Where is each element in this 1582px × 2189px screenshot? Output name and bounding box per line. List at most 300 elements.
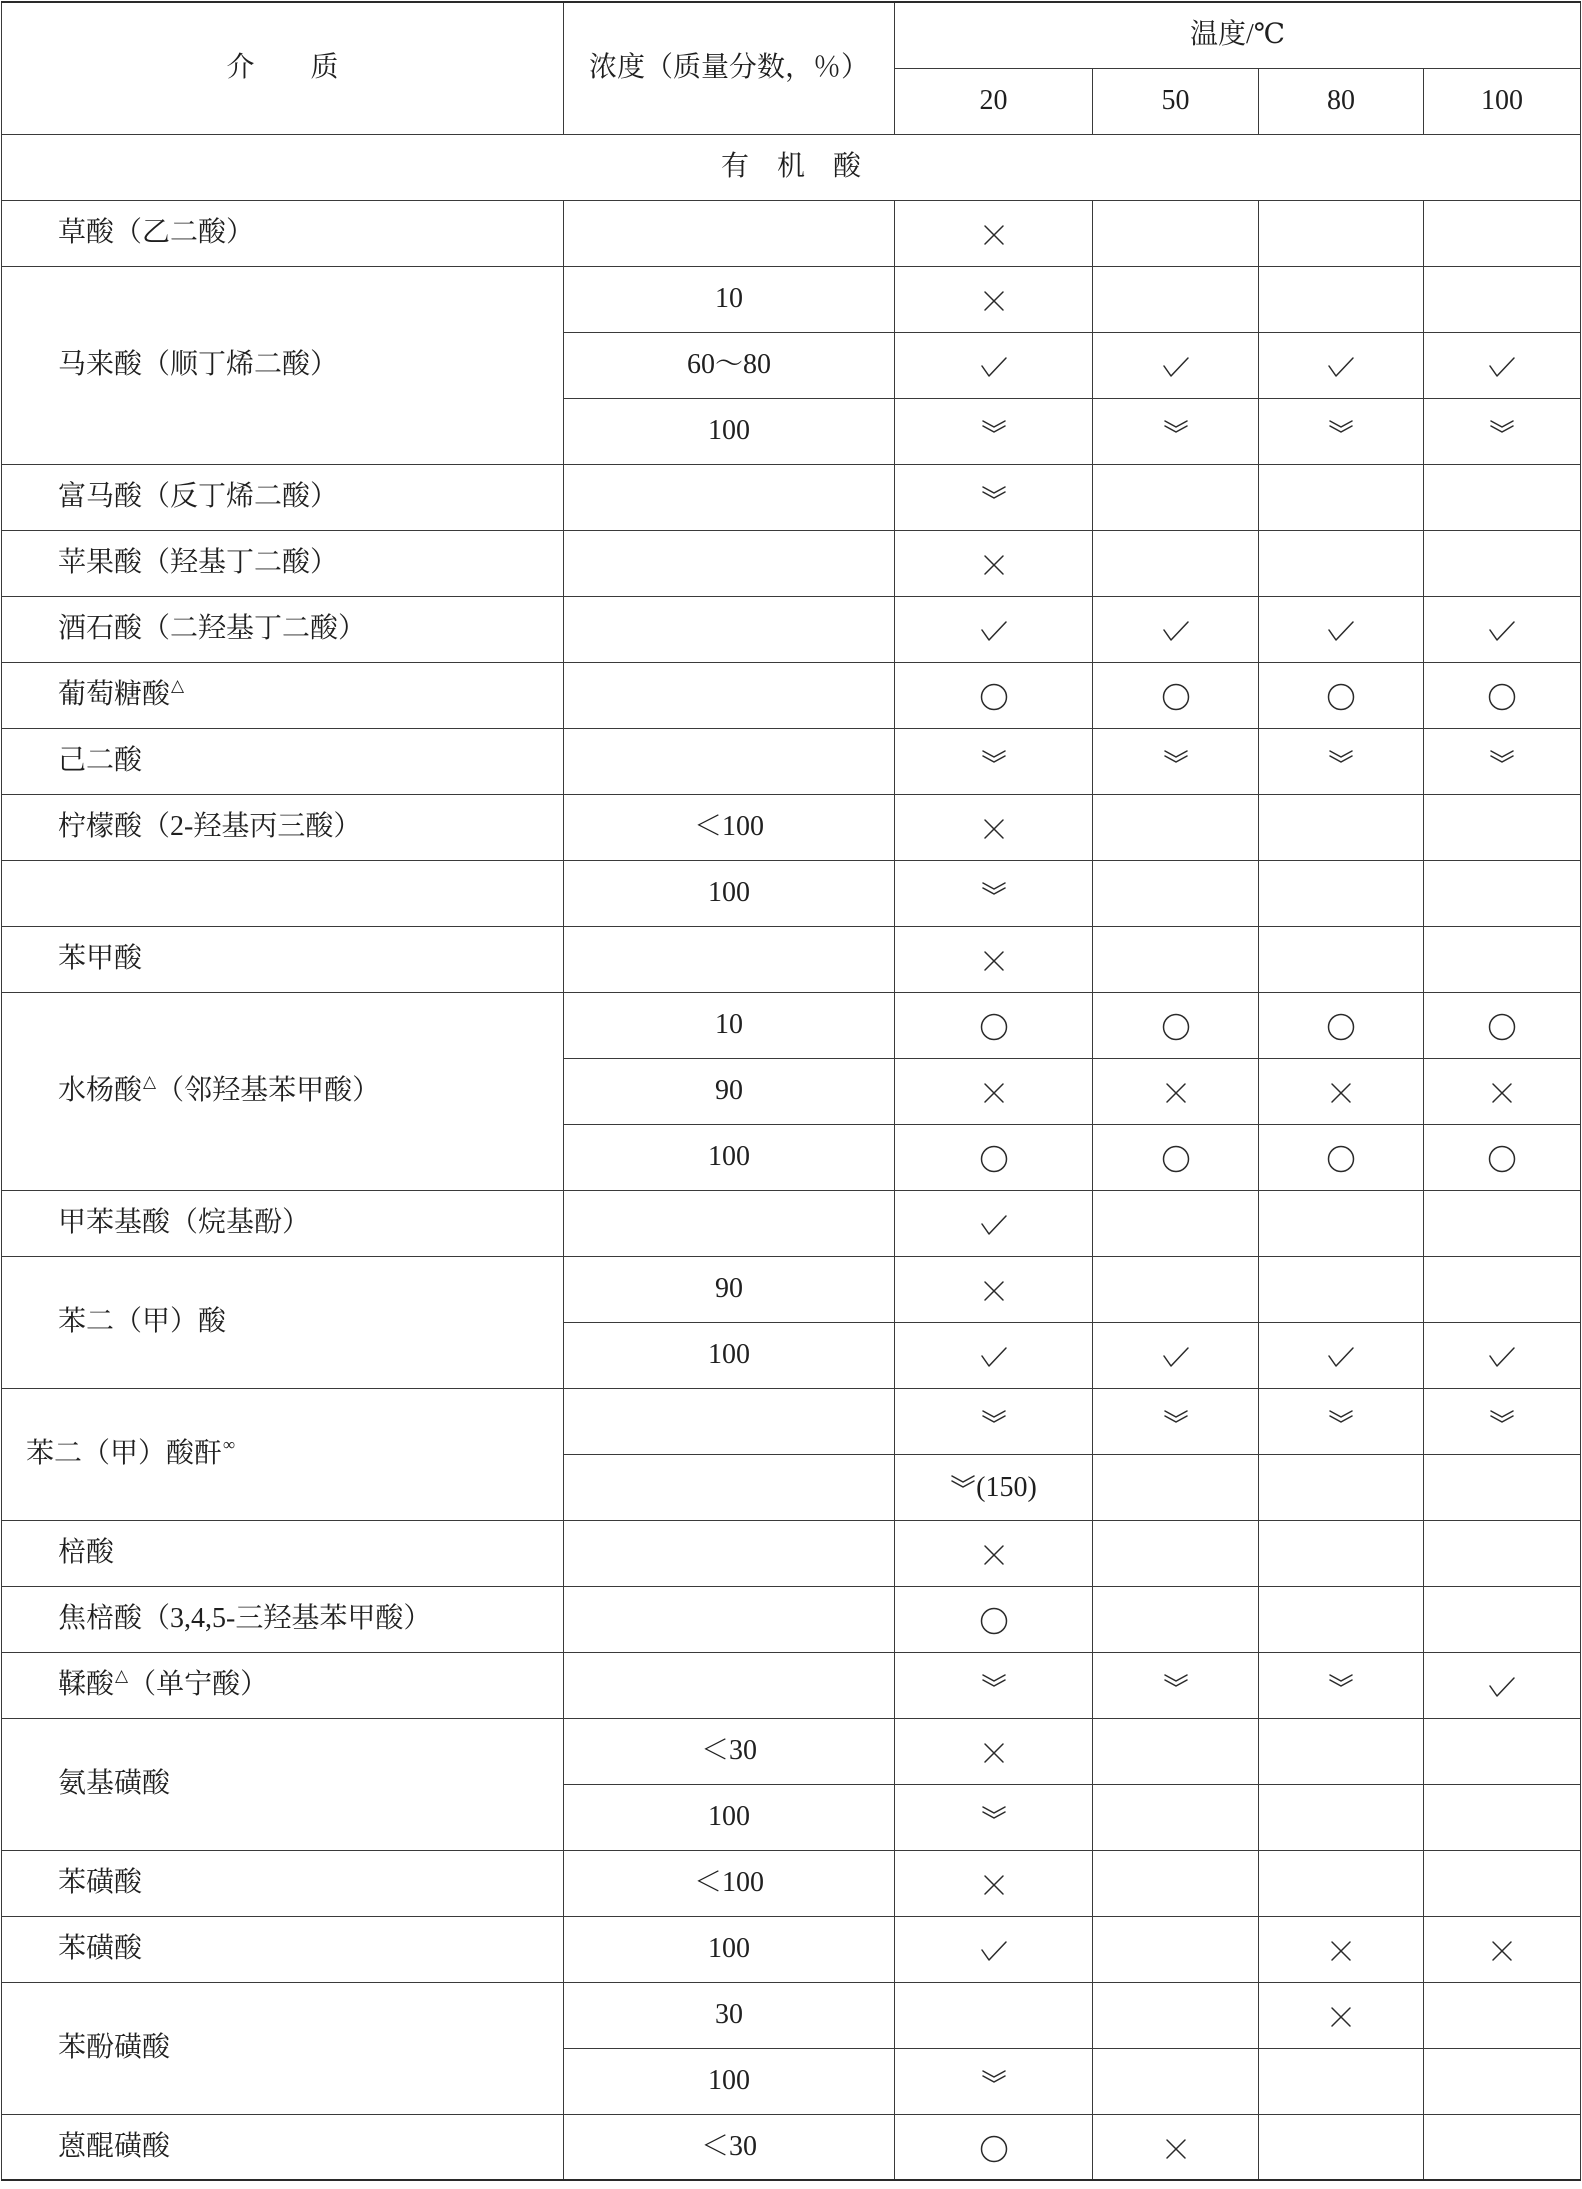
cross-icon <box>1330 1082 1352 1104</box>
header-row <box>2 2 1581 68</box>
double-chevron-down-icon <box>1328 749 1354 765</box>
check-icon <box>1327 620 1355 642</box>
medium-name <box>2 1586 564 1652</box>
medium-name <box>2 794 564 860</box>
rating-cell-100 <box>1424 530 1581 596</box>
double-chevron-down-icon <box>981 881 1007 897</box>
table-row <box>2 926 1581 992</box>
double-chevron-down-icon <box>1489 419 1515 435</box>
table-row <box>2 1520 1581 1586</box>
rating-cell-80 <box>1259 1982 1424 2048</box>
medium-name-text: 水杨酸 <box>58 1075 143 1107</box>
concentration-cell: 100 <box>564 398 895 464</box>
rating-cell-50 <box>1093 266 1259 332</box>
medium-name-text: 鞣酸 <box>58 1669 115 1701</box>
rating-cell-100 <box>1424 662 1581 728</box>
table-row <box>2 662 1581 728</box>
medium-name <box>2 1916 564 1982</box>
medium-name-text: 甲苯基酸（烷基酚） <box>58 1207 311 1239</box>
rating-cell-20 <box>895 1454 1093 1520</box>
circle-icon <box>1488 1013 1516 1041</box>
rating-cell-50 <box>1093 728 1259 794</box>
rating-cell-50 <box>1093 1718 1259 1784</box>
rating-cell-50 <box>1093 1256 1259 1322</box>
rating-cell-100 <box>1424 794 1581 860</box>
table-row <box>2 1586 1581 1652</box>
cross-icon <box>1330 2006 1352 2028</box>
concentration-cell <box>564 1586 895 1652</box>
rating-cell-100 <box>1424 596 1581 662</box>
rating-cell-20 <box>895 266 1093 332</box>
medium-name <box>2 1652 564 1718</box>
rating-cell-20 <box>895 398 1093 464</box>
concentration-cell: 90 <box>564 1256 895 1322</box>
rating-cell-50 <box>1093 860 1259 926</box>
medium-name-text: 氨基磺酸 <box>58 1768 171 1800</box>
rating-cell-80 <box>1259 1850 1424 1916</box>
cross-icon <box>983 1280 1005 1302</box>
rating-cell-100 <box>1424 1850 1581 1916</box>
medium-name-text: 马来酸（顺丁烯二酸） <box>58 349 339 381</box>
double-chevron-down-icon <box>1163 749 1189 765</box>
cross-icon <box>983 1544 1005 1566</box>
circle-icon <box>1162 1013 1190 1041</box>
check-icon <box>1162 620 1190 642</box>
double-chevron-down-icon <box>981 485 1007 501</box>
rating-cell-50 <box>1093 1388 1259 1454</box>
rating-cell-20 <box>895 1652 1093 1718</box>
medium-name-text: 蒽醌磺酸 <box>58 2130 171 2162</box>
medium-name <box>2 596 564 662</box>
double-chevron-down-icon <box>981 419 1007 435</box>
double-chevron-down-icon <box>1489 749 1515 765</box>
concentration-cell: 10 <box>564 992 895 1058</box>
concentration-cell <box>564 1520 895 1586</box>
medium-name <box>2 1850 564 1916</box>
medium-name <box>2 464 564 530</box>
rating-cell-50 <box>1093 1784 1259 1850</box>
rating-cell-20 <box>895 1982 1093 2048</box>
table-row <box>2 1850 1581 1916</box>
check-icon <box>980 1940 1008 1962</box>
footnote-mark: △ <box>171 676 185 696</box>
check-icon <box>1488 620 1516 642</box>
medium-name-text: 苯酚磺酸 <box>58 2032 171 2064</box>
cross-icon <box>1330 1940 1352 1962</box>
rating-cell-80 <box>1259 662 1424 728</box>
check-icon <box>1488 356 1516 378</box>
rating-cell-80 <box>1259 1058 1424 1124</box>
rating-cell-80 <box>1259 332 1424 398</box>
medium-name-text: 焦棓酸（3,4,5-三羟基苯甲酸） <box>58 1603 432 1635</box>
concentration-cell <box>564 728 895 794</box>
circle-icon <box>1162 683 1190 711</box>
table-row <box>2 200 1581 266</box>
rating-cell-80 <box>1259 2048 1424 2114</box>
concentration-cell: 60～80 <box>564 332 895 398</box>
medium-name-text: 草酸（乙二酸） <box>58 217 255 249</box>
table-row <box>2 728 1581 794</box>
concentration-cell <box>564 1190 895 1256</box>
concentration-cell: 10 <box>564 266 895 332</box>
table-row <box>2 1256 1581 1322</box>
double-chevron-down-icon <box>1163 419 1189 435</box>
rating-cell-20 <box>895 200 1093 266</box>
rating-cell-100 <box>1424 2048 1581 2114</box>
rating-cell-80 <box>1259 1190 1424 1256</box>
medium-name <box>2 662 564 728</box>
medium-name-suffix: （单宁酸） <box>128 1669 269 1701</box>
table-row <box>2 1652 1581 1718</box>
section-row <box>2 134 1581 200</box>
cross-icon <box>983 1082 1005 1104</box>
rating-cell-20 <box>895 1718 1093 1784</box>
concentration-cell <box>564 464 895 530</box>
rating-cell-50 <box>1093 530 1259 596</box>
table-row <box>2 464 1581 530</box>
double-chevron-down-icon <box>1163 1409 1189 1425</box>
check-icon <box>1488 1676 1516 1698</box>
concentration-cell: 100 <box>564 1124 895 1190</box>
rating-cell-80 <box>1259 1256 1424 1322</box>
circle-icon <box>1488 1145 1516 1173</box>
rating-cell-20 <box>895 1784 1093 1850</box>
rating-cell-20 <box>895 1586 1093 1652</box>
rating-cell-80 <box>1259 794 1424 860</box>
medium-name <box>2 1256 564 1388</box>
cross-icon <box>983 224 1005 246</box>
rating-cell-50 <box>1093 1916 1259 1982</box>
rating-cell-20 <box>895 464 1093 530</box>
rating-cell-50 <box>1093 794 1259 860</box>
medium-name <box>2 926 564 992</box>
table-row <box>2 1718 1581 1784</box>
rating-cell-80 <box>1259 1322 1424 1388</box>
rating-cell-100 <box>1424 992 1581 1058</box>
double-chevron-down-icon <box>1328 1673 1354 1689</box>
table-row <box>2 530 1581 596</box>
rating-cell-50 <box>1093 2048 1259 2114</box>
rating-cell-100 <box>1424 266 1581 332</box>
check-icon <box>1327 356 1355 378</box>
concentration-cell <box>564 1388 895 1454</box>
rating-cell-50 <box>1093 1124 1259 1190</box>
concentration-cell: 30 <box>564 1982 895 2048</box>
rating-cell-80 <box>1259 200 1424 266</box>
circle-icon <box>1162 1145 1190 1173</box>
medium-name-text: 苯二（甲）酸 <box>58 1306 227 1338</box>
medium-name <box>2 2114 564 2180</box>
circle-icon <box>980 1013 1008 1041</box>
rating-cell-100 <box>1424 1256 1581 1322</box>
rating-cell-50 <box>1093 662 1259 728</box>
table-row <box>2 2114 1581 2180</box>
concentration-cell <box>564 1652 895 1718</box>
circle-icon <box>980 2135 1008 2163</box>
rating-cell-50 <box>1093 1322 1259 1388</box>
cross-icon <box>1165 1082 1187 1104</box>
rating-cell-20 <box>895 992 1093 1058</box>
header-temp-20: 20 <box>895 68 1093 134</box>
rating-cell-50 <box>1093 1982 1259 2048</box>
double-chevron-down-icon <box>950 1474 976 1490</box>
table-row <box>2 1916 1581 1982</box>
medium-name-text: 柠檬酸（2-羟基丙三酸） <box>58 811 362 843</box>
rating-cell-100 <box>1424 398 1581 464</box>
rating-cell-50 <box>1093 1586 1259 1652</box>
rating-cell-20 <box>895 860 1093 926</box>
footnote-mark: △ <box>143 1072 157 1092</box>
double-chevron-down-icon <box>981 2069 1007 2085</box>
medium-name <box>2 728 564 794</box>
double-chevron-down-icon <box>981 1805 1007 1821</box>
header-temperature: 温度/℃ <box>895 2 1581 68</box>
table-header <box>2 2 1581 134</box>
medium-name-text: 苹果酸（羟基丁二酸） <box>58 547 339 579</box>
medium-name-text: 己二酸 <box>58 745 143 777</box>
medium-name-text: 苯二（甲）酸酐 <box>26 1438 223 1470</box>
medium-name-text: 苯磺酸 <box>58 1867 143 1899</box>
footnote-mark: △ <box>115 1666 129 1686</box>
concentration-cell <box>564 926 895 992</box>
circle-icon <box>1327 683 1355 711</box>
rating-cell-20 <box>895 1850 1093 1916</box>
rating-cell-20 <box>895 728 1093 794</box>
header-temp-80: 80 <box>1259 68 1424 134</box>
table-row <box>2 596 1581 662</box>
cross-icon <box>1165 2138 1187 2160</box>
concentration-cell: ＜100 <box>564 794 895 860</box>
rating-cell-80 <box>1259 530 1424 596</box>
rating-cell-20 <box>895 530 1093 596</box>
rating-cell-20 <box>895 1124 1093 1190</box>
rating-cell-20 <box>895 1058 1093 1124</box>
concentration-cell <box>564 530 895 596</box>
circle-icon <box>980 683 1008 711</box>
header-temp-50: 50 <box>1093 68 1259 134</box>
rating-cell-100 <box>1424 1586 1581 1652</box>
rating-cell-80 <box>1259 860 1424 926</box>
rating-cell-80 <box>1259 464 1424 530</box>
rating-cell-100 <box>1424 1388 1581 1454</box>
concentration-cell <box>564 200 895 266</box>
table-row <box>2 992 1581 1058</box>
double-chevron-down-icon <box>1328 419 1354 435</box>
rating-cell-50 <box>1093 992 1259 1058</box>
rating-cell-100 <box>1424 1520 1581 1586</box>
rating-cell-100 <box>1424 1652 1581 1718</box>
rating-cell-80 <box>1259 1916 1424 1982</box>
medium-name-text: 酒石酸（二羟基丁二酸） <box>58 613 367 645</box>
rating-cell-80 <box>1259 2114 1424 2180</box>
rating-cell-100 <box>1424 926 1581 992</box>
concentration-cell: 100 <box>564 1916 895 1982</box>
concentration-cell: 100 <box>564 1322 895 1388</box>
table-row <box>2 1388 1581 1454</box>
circle-icon <box>980 1145 1008 1173</box>
medium-name-text: 苯磺酸 <box>58 1933 143 1965</box>
rating-cell-80 <box>1259 1586 1424 1652</box>
medium-name <box>2 530 564 596</box>
cross-icon <box>983 290 1005 312</box>
medium-name-suffix: （邻羟基苯甲酸） <box>156 1075 381 1107</box>
rating-cell-20 <box>895 1916 1093 1982</box>
medium-name-text: 葡萄糖酸 <box>58 679 171 711</box>
header-concentration: 浓度（质量分数，％） <box>564 2 895 134</box>
circle-icon <box>1488 683 1516 711</box>
double-chevron-down-icon <box>981 749 1007 765</box>
rating-cell-50 <box>1093 332 1259 398</box>
rating-cell-80 <box>1259 1520 1424 1586</box>
cross-icon <box>1491 1940 1513 1962</box>
concentration-cell: 100 <box>564 860 895 926</box>
medium-name-text: 富马酸（反丁烯二酸） <box>58 481 339 513</box>
rating-cell-100 <box>1424 1322 1581 1388</box>
rating-cell-80 <box>1259 992 1424 1058</box>
rating-cell-100 <box>1424 1190 1581 1256</box>
rating-cell-80 <box>1259 728 1424 794</box>
rating-cell-100 <box>1424 1916 1581 1982</box>
check-icon <box>980 620 1008 642</box>
concentration-cell: 100 <box>564 2048 895 2114</box>
rating-cell-50 <box>1093 200 1259 266</box>
check-icon <box>980 356 1008 378</box>
cross-icon <box>983 1742 1005 1764</box>
concentration-cell <box>564 1454 895 1520</box>
header-medium: 介 质 <box>2 2 564 134</box>
medium-name <box>2 992 564 1190</box>
rating-cell-100 <box>1424 728 1581 794</box>
check-icon <box>1162 1346 1190 1368</box>
double-chevron-down-icon <box>1328 1409 1354 1425</box>
rating-cell-50 <box>1093 596 1259 662</box>
cross-icon <box>983 554 1005 576</box>
concentration-cell: ＜30 <box>564 2114 895 2180</box>
concentration-cell: 100 <box>564 1784 895 1850</box>
concentration-cell <box>564 662 895 728</box>
check-icon <box>1488 1346 1516 1368</box>
medium-name <box>2 200 564 266</box>
medium-name <box>2 1718 564 1850</box>
table-body <box>2 134 1581 2180</box>
concentration-cell: ＜100 <box>564 1850 895 1916</box>
header-temp-100: 100 <box>1424 68 1581 134</box>
check-icon <box>980 1214 1008 1236</box>
rating-cell-20 <box>895 1520 1093 1586</box>
rating-cell-100 <box>1424 1124 1581 1190</box>
concentration-cell: ＜30 <box>564 1718 895 1784</box>
section-title: 有 机 酸 <box>2 134 1581 200</box>
circle-icon <box>1327 1145 1355 1173</box>
rating-cell-20 <box>895 662 1093 728</box>
rating-cell-20 <box>895 1388 1093 1454</box>
rating-cell-100 <box>1424 1058 1581 1124</box>
rating-cell-80 <box>1259 1652 1424 1718</box>
rating-cell-50 <box>1093 1058 1259 1124</box>
double-chevron-down-icon <box>981 1673 1007 1689</box>
cross-icon <box>1491 1082 1513 1104</box>
medium-name <box>2 1190 564 1256</box>
rating-cell-50 <box>1093 2114 1259 2180</box>
rating-cell-50 <box>1093 1454 1259 1520</box>
footnote-mark: ∞ <box>223 1435 236 1455</box>
medium-name <box>2 266 564 464</box>
double-chevron-down-icon <box>1163 1673 1189 1689</box>
rating-cell-100 <box>1424 1784 1581 1850</box>
medium-name-text: 棓酸 <box>58 1537 115 1569</box>
cross-icon <box>983 1874 1005 1896</box>
rating-cell-20 <box>895 2048 1093 2114</box>
circle-icon <box>980 1607 1008 1635</box>
rating-cell-100 <box>1424 332 1581 398</box>
cross-icon <box>983 950 1005 972</box>
double-chevron-down-icon <box>1489 1409 1515 1425</box>
rating-cell-80 <box>1259 926 1424 992</box>
rating-cell-50 <box>1093 398 1259 464</box>
circle-icon <box>1327 1013 1355 1041</box>
medium-name <box>2 860 564 926</box>
rating-cell-50 <box>1093 1652 1259 1718</box>
rating-cell-80 <box>1259 1784 1424 1850</box>
table-row <box>2 860 1581 926</box>
check-icon <box>980 1346 1008 1368</box>
rating-cell-100 <box>1424 200 1581 266</box>
rating-cell-20 <box>895 1322 1093 1388</box>
rating-cell-80 <box>1259 596 1424 662</box>
corrosion-resistance-table <box>1 1 1581 2181</box>
rating-cell-20 <box>895 596 1093 662</box>
rating-cell-20 <box>895 1190 1093 1256</box>
rating-cell-100 <box>1424 1454 1581 1520</box>
rating-cell-80 <box>1259 1454 1424 1520</box>
rating-cell-100 <box>1424 464 1581 530</box>
medium-name <box>2 1388 564 1520</box>
rating-cell-20 <box>895 926 1093 992</box>
rating-note: (150) <box>976 1472 1037 1504</box>
rating-cell-20 <box>895 332 1093 398</box>
rating-cell-20 <box>895 2114 1093 2180</box>
rating-cell-50 <box>1093 926 1259 992</box>
check-icon <box>1162 356 1190 378</box>
rating-cell-80 <box>1259 1718 1424 1784</box>
medium-name <box>2 1982 564 2114</box>
rating-cell-50 <box>1093 464 1259 530</box>
concentration-cell: 90 <box>564 1058 895 1124</box>
rating-cell-100 <box>1424 1982 1581 2048</box>
rating-cell-80 <box>1259 266 1424 332</box>
rating-cell-80 <box>1259 398 1424 464</box>
cross-icon <box>983 818 1005 840</box>
double-chevron-down-icon <box>981 1409 1007 1425</box>
medium-name-text: 苯甲酸 <box>58 943 143 975</box>
rating-cell-50 <box>1093 1520 1259 1586</box>
rating-cell-100 <box>1424 1718 1581 1784</box>
concentration-cell <box>564 596 895 662</box>
rating-cell-100 <box>1424 2114 1581 2180</box>
rating-cell-100 <box>1424 860 1581 926</box>
rating-cell-20 <box>895 1256 1093 1322</box>
rating-cell-80 <box>1259 1388 1424 1454</box>
rating-cell-50 <box>1093 1850 1259 1916</box>
check-icon <box>1327 1346 1355 1368</box>
rating-cell-80 <box>1259 1124 1424 1190</box>
rating-cell-20 <box>895 794 1093 860</box>
table-row <box>2 1982 1581 2048</box>
table-row <box>2 266 1581 332</box>
table-row <box>2 794 1581 860</box>
rating-cell-50 <box>1093 1190 1259 1256</box>
medium-name <box>2 1520 564 1586</box>
